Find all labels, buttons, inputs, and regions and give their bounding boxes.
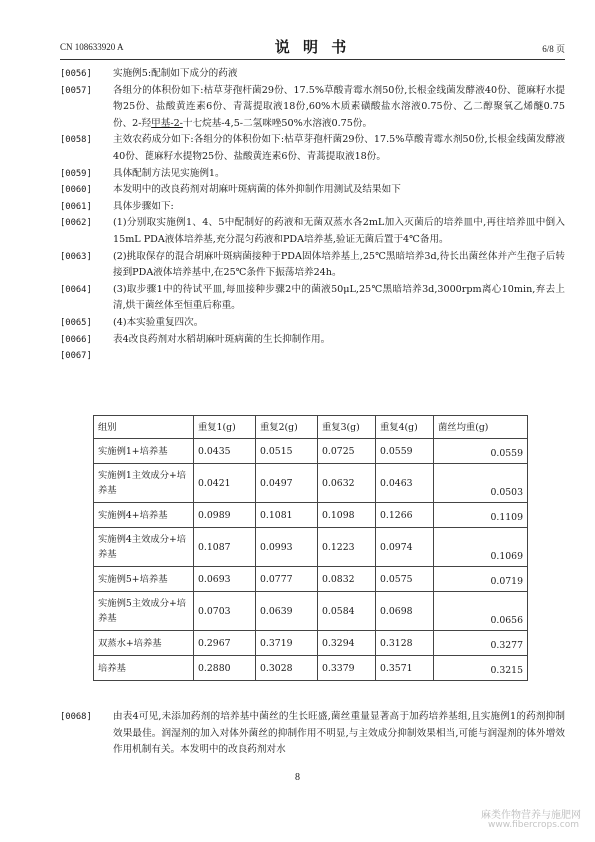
repeat-2-cell: 0.0515: [256, 439, 318, 464]
column-header: 重复1(g): [194, 416, 256, 439]
paragraph-text: 本发明中的改良药剂对胡麻叶斑病菌的体外抑制作用测试及结果如下: [113, 184, 401, 196]
repeat-1-cell: 0.1087: [194, 528, 256, 567]
group-cell: 实施例5主效成分+培养基: [94, 592, 194, 631]
repeat-3-cell: 0.1223: [318, 528, 376, 567]
paragraph-0060: [60, 182, 565, 199]
repeat-2-cell: 0.1081: [256, 503, 318, 528]
paragraph-0062: [60, 215, 565, 248]
mean-weight-cell: 0.0719: [434, 567, 528, 592]
mean-weight-cell: 0.1109: [434, 503, 528, 528]
patent-number: CN 108633920 A: [60, 42, 124, 52]
paragraph-text: 各组分的体积份如下:枯草芽孢杆菌29份、17.5%草酸青霉水剂50份,长根金线菌发酵液40份、蓖麻籽水提物25份、盐酸黄连素6份、青蒿提取液18份,60%木质素磺酸盐水溶液0.75份、乙二醇聚氧乙烯醚0.75份、2-羟: [113, 84, 565, 129]
paragraph-text: 由表4可见,未添加药剂的培养基中菌丝的生长旺盛,菌丝重量显著高于加药培养基组,且实施例1的药剂抑制效果最佳。润湿剂的加入对体外菌丝的抑制作用不明显,与主效成分抑制效果相当,可能与润湿剂的体外增效作用机制有关。本发明中的改良药剂对水: [113, 711, 565, 756]
paragraph-number: [0062]: [60, 218, 92, 229]
table-row: [94, 464, 528, 503]
paragraph-number: [0063]: [60, 251, 92, 262]
paragraph-text: [113, 350, 116, 361]
repeat-3-cell: 0.0832: [318, 567, 376, 592]
paragraph-text: (1)分别取实施例1、4、5中配制好的药液和无菌双蒸水各2mL加入灭菌后的培养皿中,再往培养皿中倒入15mL PDA液体培养基,充分混匀药液和PDA培养基,验证无菌后置于4℃备用。: [113, 217, 565, 245]
paragraph-0061: [60, 199, 565, 216]
page-number: 8: [295, 772, 300, 783]
watermark-text: 麻类作物营养与施肥网: [481, 810, 581, 821]
table-row: [94, 439, 528, 464]
mean-weight-cell: 0.3215: [434, 656, 528, 681]
repeat-2-cell: 0.0777: [256, 567, 318, 592]
paragraph-number: [0056]: [60, 69, 92, 79]
paragraph-number: [0067]: [60, 351, 92, 362]
column-header: 重复2(g): [256, 416, 318, 439]
watermark-url: www.fibercrops.com: [488, 820, 579, 830]
paragraph-number: [0059]: [60, 168, 92, 179]
mean-weight-cell: 0.1069: [434, 528, 528, 567]
paragraph-text-cont: 十七烷基-4,5-二氢咪唑50%水溶液0.75份。: [182, 117, 373, 129]
repeat-4-cell: 0.0698: [376, 592, 434, 631]
column-header: 重复3(g): [318, 416, 376, 439]
repeat-4-cell: 0.0463: [376, 464, 434, 503]
column-header: 组别: [94, 416, 194, 439]
paragraph-0067: [60, 348, 565, 365]
group-cell: 实施例1主效成分+培养基: [94, 464, 194, 503]
group-cell: 实施例1+培养基: [94, 439, 194, 464]
paragraph-0064: [60, 282, 565, 315]
paragraph-number: [0065]: [60, 317, 92, 328]
paragraph-number: [0068]: [60, 712, 92, 722]
paragraph-0059: [60, 166, 565, 183]
table-row: [94, 592, 528, 631]
repeat-4-cell: 0.0575: [376, 567, 434, 592]
paragraph-text: 实施例5:配制如下成分的药液: [113, 68, 238, 79]
repeat-4-cell: 0.1266: [376, 503, 434, 528]
column-header: 重复4(g): [376, 416, 434, 439]
paragraph-text: (2)挑取保存的混合胡麻叶斑病菌接种于PDA固体培养基上,25℃黑暗培养3d,待长出菌丝体并产生孢子后转接到PDA液体培养基中,在25℃条件下振荡培养24h。: [113, 250, 565, 279]
repeat-3-cell: 0.3294: [318, 631, 376, 656]
repeat-3-cell: 0.0632: [318, 464, 376, 503]
table-header-row: [94, 416, 528, 439]
group-cell: 实施例5+培养基: [94, 567, 194, 592]
column-header: 菌丝均重(g): [434, 416, 528, 439]
table-row: [94, 567, 528, 592]
paragraph-number: [0060]: [60, 185, 92, 196]
repeat-2-cell: 0.0993: [256, 528, 318, 567]
repeat-1-cell: 0.0693: [194, 567, 256, 592]
group-cell: 培养基: [94, 656, 194, 681]
paragraph-0066: [60, 332, 565, 349]
group-cell: 实施例4主效成分+培养基: [94, 528, 194, 567]
repeat-3-cell: 0.0584: [318, 592, 376, 631]
repeat-4-cell: 0.0559: [376, 439, 434, 464]
paragraph-text: 具体配制方法见实施例1。: [113, 167, 225, 179]
paragraph-0063: [60, 249, 565, 282]
paragraph-number: [0066]: [60, 334, 92, 345]
paragraph-0065: [60, 315, 565, 332]
paragraph-number: [0057]: [60, 85, 92, 96]
repeat-4-cell: 0.3128: [376, 631, 434, 656]
document-title: 说 明 书: [274, 38, 351, 56]
paragraph-text: 主效农药成分如下:各组分的体积份如下:枯草芽孢杆菌29份、17.5%草酸青霉水剂50份,长根金线菌发酵液40份、蓖麻籽水提物25份、盐酸黄连素6份、青蒿提取液18份。: [113, 134, 565, 162]
header-divider: [60, 59, 565, 60]
body-text: [60, 66, 565, 365]
paragraph-0056: [60, 66, 565, 83]
table-row: [94, 631, 528, 656]
group-cell: 双蒸水+培养基: [94, 631, 194, 656]
paragraph-0058: [60, 132, 565, 165]
results-table: [93, 415, 528, 681]
repeat-2-cell: 0.0497: [256, 464, 318, 503]
body-text-continued: [60, 709, 565, 759]
paragraph-number: [0058]: [60, 135, 92, 146]
paragraph-number: [0061]: [60, 201, 92, 212]
page-info: 6/8 页: [542, 44, 565, 54]
mean-weight-cell: 0.3277: [434, 631, 528, 656]
repeat-2-cell: 0.0639: [256, 592, 318, 631]
page-header: [60, 36, 565, 58]
repeat-2-cell: 0.3028: [256, 656, 318, 681]
repeat-4-cell: 0.0974: [376, 528, 434, 567]
repeat-1-cell: 0.2880: [194, 656, 256, 681]
repeat-1-cell: 0.0989: [194, 503, 256, 528]
paragraph-text: (4)本实验重复四次。: [113, 316, 204, 328]
repeat-3-cell: 0.1098: [318, 503, 376, 528]
table-row: [94, 528, 528, 567]
repeat-1-cell: 0.0703: [194, 592, 256, 631]
mean-weight-cell: 0.0656: [434, 592, 528, 631]
group-cell: 实施例4+培养基: [94, 503, 194, 528]
repeat-1-cell: 0.0421: [194, 464, 256, 503]
underlined-text: 甲基-2-: [151, 117, 183, 129]
paragraph-0068: [60, 709, 565, 759]
repeat-1-cell: 0.0435: [194, 439, 256, 464]
repeat-4-cell: 0.3571: [376, 656, 434, 681]
paragraph-text: 具体步骤如下:: [113, 200, 174, 212]
repeat-3-cell: 0.3379: [318, 656, 376, 681]
repeat-3-cell: 0.0725: [318, 439, 376, 464]
paragraph-text: (3)取步骤1中的待试平皿,每皿接种步骤2中的菌液50μL,25℃黑暗培养3d,3000rpm离心10min,弃去上清,烘干菌丝体至恒重后称重。: [113, 283, 565, 312]
mean-weight-cell: 0.0503: [434, 464, 528, 503]
mean-weight-cell: 0.0559: [434, 439, 528, 464]
paragraph-text: 表4改良药剂对水稻胡麻叶斑病菌的生长抑制作用。: [113, 333, 331, 345]
repeat-1-cell: 0.2967: [194, 631, 256, 656]
table-row: [94, 503, 528, 528]
paragraph-0057: [60, 83, 565, 133]
repeat-2-cell: 0.3719: [256, 631, 318, 656]
paragraph-number: [0064]: [60, 284, 92, 295]
table-row: [94, 656, 528, 681]
